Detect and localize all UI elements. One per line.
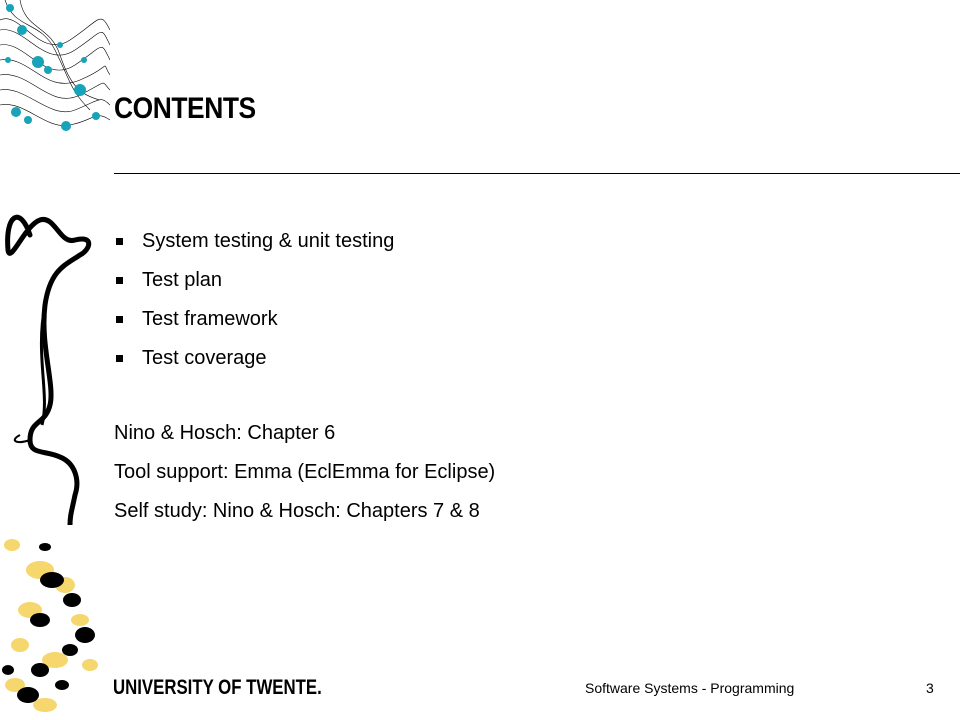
square-bullet-icon	[116, 316, 123, 323]
bullet-text: System testing & unit testing	[142, 230, 395, 252]
square-bullet-icon	[116, 238, 123, 245]
square-bullet-icon	[116, 355, 123, 362]
bullet-text: Test framework	[142, 308, 278, 330]
university-logo: UNIVERSITY OF TWENTE.	[113, 676, 322, 699]
reference-line: Tool support: Emma (EclEmma for Eclipse)	[114, 461, 496, 483]
decorative-blobs-bottom-icon	[0, 525, 110, 720]
bullet-list	[114, 222, 394, 378]
bullet-item	[114, 300, 394, 339]
decorative-swirl-top-icon	[0, 0, 110, 150]
slide-title: CONTENTS	[114, 92, 256, 125]
bullet-text: Test coverage	[142, 347, 267, 369]
bullet-item	[114, 261, 394, 300]
reference-lines	[114, 414, 495, 531]
bullet-item	[114, 222, 394, 261]
bullet-text: Test plan	[142, 269, 223, 291]
bullet-item	[114, 339, 394, 378]
title-divider	[114, 173, 960, 174]
decorative-brush-stroke-icon	[0, 195, 100, 525]
footer-course-title: Software Systems - Programming	[585, 680, 795, 696]
reference-line: Nino & Hosch: Chapter 6	[114, 422, 336, 444]
square-bullet-icon	[116, 277, 123, 284]
reference-line: Self study: Nino & Hosch: Chapters 7 & 8	[114, 500, 480, 522]
page-number: 3	[926, 680, 934, 696]
